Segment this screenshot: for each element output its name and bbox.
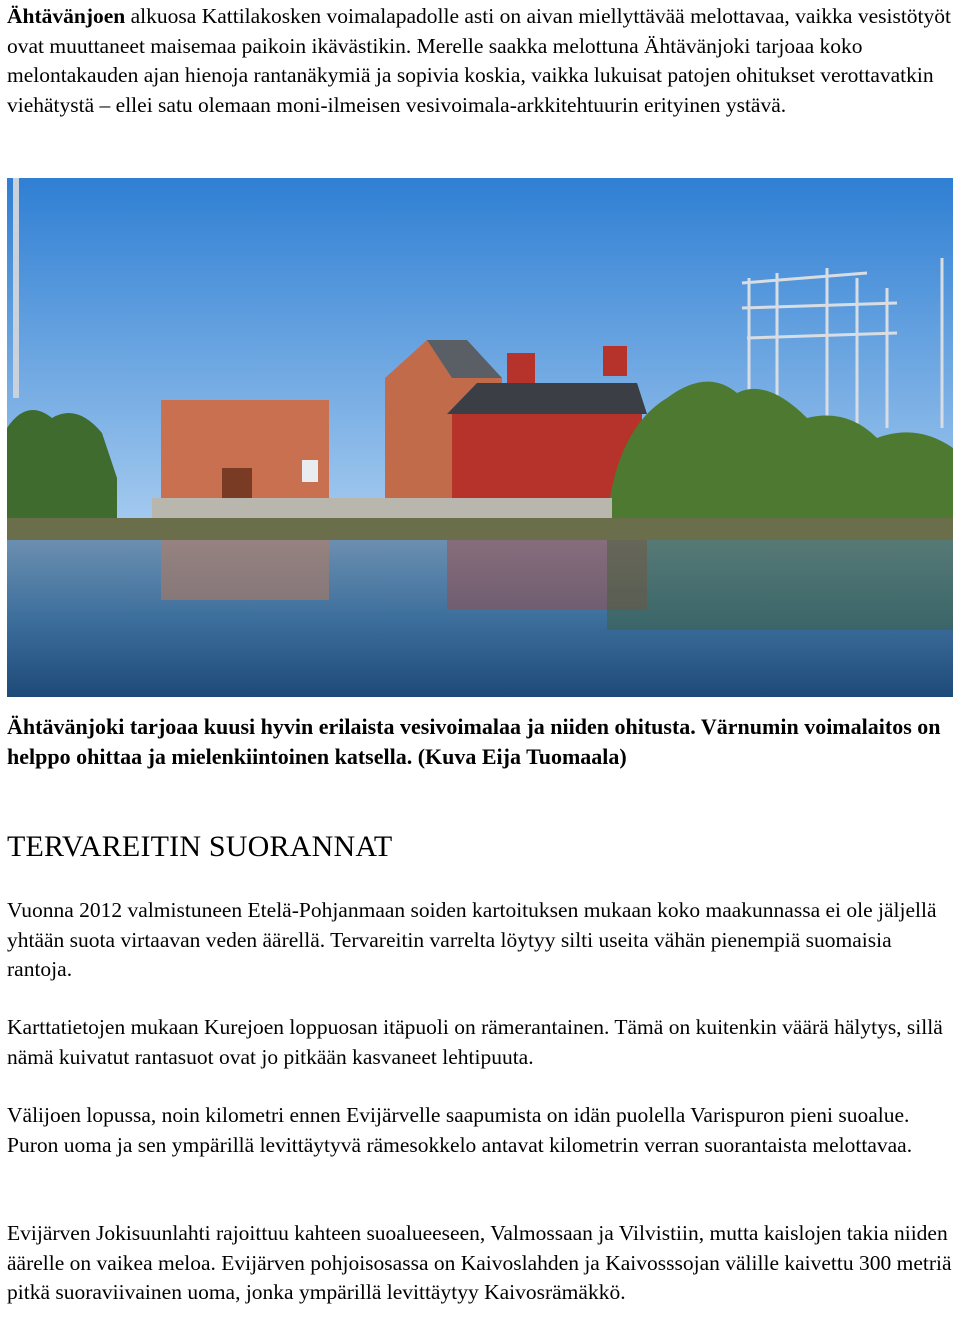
brick-building-window bbox=[302, 460, 318, 482]
intro-paragraph bbox=[7, 2, 953, 120]
body-paragraph: Välijoen lopussa, noin kilometri ennen Evijärvelle saapumista on idän puolella Varispuron pieni suoalue. Puron uoma ja sen ympärillä levittäytyvä rämesokkelo antavat kilometrin verran suorantaista melottavaa. bbox=[7, 1103, 913, 1157]
cupola-1 bbox=[507, 353, 535, 383]
reflection-brick bbox=[161, 540, 329, 600]
photo-illustration bbox=[7, 178, 953, 697]
radio-mast bbox=[13, 178, 19, 398]
photo-caption: Ähtävänjoki tarjoaa kuusi hyvin erilaista vesivoimalaa ja niiden ohitusta. Värnumin voimalaitos on helppo ohittaa ja mielenkiintoinen katsella. (Kuva Eija Tuomaala) bbox=[7, 714, 941, 769]
shoreline bbox=[7, 518, 953, 542]
reflection-trees bbox=[607, 540, 953, 630]
body-paragraph: Karttatietojen mukaan Kurejoen loppuosan itäpuoli on rämerantainen. Tämä on kuitenkin väärä hälytys, sillä nämä kuivatut rantasuot ovat jo pitkään kasvaneet lehtipuuta. bbox=[7, 1015, 943, 1069]
section-heading: TERVAREITIN SUORANNAT bbox=[7, 830, 393, 863]
red-barn-roof bbox=[447, 383, 647, 414]
body-paragraph: Vuonna 2012 valmistuneen Etelä-Pohjanmaan soiden kartoituksen mukaan koko maakunnassa ei ole jäljellä yhtään suota virtaavan veden äärellä. Tervareitin varrelta löytyy silti useita vähän pienempiä suomaisia rantoja. bbox=[7, 898, 937, 981]
dam-bridge bbox=[152, 498, 612, 520]
intro-text: alkuosa Kattilakosken voimalapadolle asti on aivan miellyttävää melottavaa, vaikka vesistötyöt ovat muuttaneet maisemaa paikoin ikävästikin. Merelle saakka melottuna Ähtävänjoki tarjoaa koko melontakauden ajan hienoja rantanäkymiä ja sopivia koskia, vaikka lukuisat patojen ohitukset verottavatkin viehätystä – ellei satu olemaan moni-ilmeisen vesivoimala-arkkitehtuurin erityinen ystävä. bbox=[7, 4, 951, 117]
hydropower-station-photo bbox=[7, 178, 953, 697]
body-paragraph: Evijärven Jokisuunlahti rajoittuu kahteen suoalueeseen, Valmossaan ja Vilvistiin, mutta kaislojen takia niiden äärelle on vaikea meloa. Evijärven pohjoisosassa on Kaivoslahden ja Kaivosssojan välille kaivettu 300 metriä pitkä suoraviivainen uoma, jonka ympärillä levittäytyy Kaivosrämäkkö. bbox=[7, 1221, 952, 1304]
intro-lead: Ähtävänjoen bbox=[7, 4, 126, 28]
cupola-2 bbox=[603, 346, 627, 376]
